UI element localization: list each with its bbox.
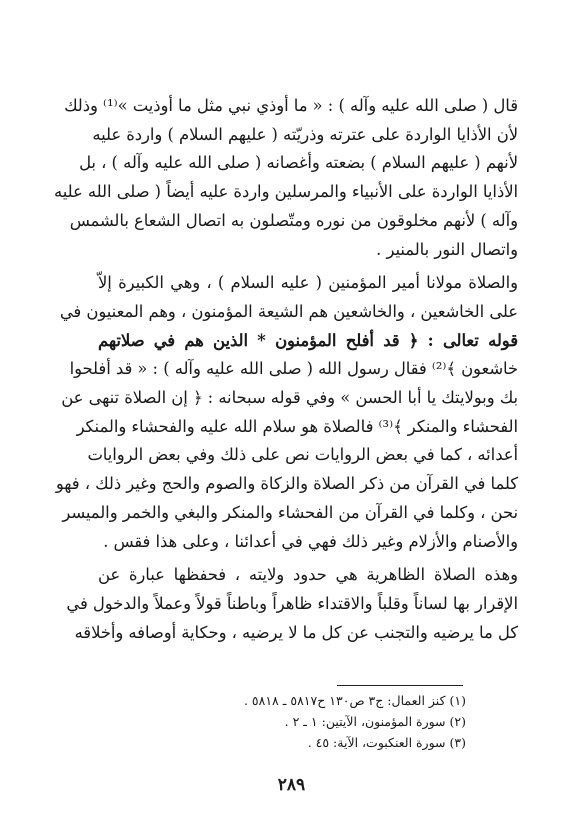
text-line: الفحشاء والمنكر ﴾⁽³⁾ فالصلاة هو سلام الله عليه والفحشاء والمنكر bbox=[76, 416, 518, 436]
footnote-2: (٢) سورة المؤمنون، الآيتين: ١ ـ ٢ . bbox=[284, 714, 466, 729]
text-line: بك وبولايتك يا أبا الحسن » وفي قوله سبحانه : ﴿ إن الصلاة تنهى عن bbox=[61, 388, 518, 408]
text-line: أعدائه ، كما في بعض الروايات نص على ذلك وفي بعض الروايات bbox=[87, 445, 518, 465]
footnotes bbox=[150, 690, 466, 753]
paragraph-3 bbox=[66, 561, 518, 647]
page-number: ٢٨٩ bbox=[277, 775, 306, 795]
text-line: خاشعون ﴾⁽²⁾ فقال رسول الله ( صلى الله عليه وآله ) : « قد أفلحوا bbox=[69, 359, 518, 379]
text-line: والصلاة مولانا أمير المؤمنين ( عليه السلام ) ، وهي الكبيرة إلاّ bbox=[98, 273, 518, 293]
text-line: قال ( صلى الله عليه وآله ) : « ما أوذي نبي مثل ما أوذيت »⁽¹⁾ وذلك bbox=[64, 96, 518, 115]
text-line: لأن الأذايا الواردة على عترته وذريّته ( عليهم السلام ) واردة عليه bbox=[92, 124, 518, 144]
paragraph-1 bbox=[54, 92, 518, 264]
text-line: نحن ، وكلما في القرآن من الفحشاء والمنكر والبغي والخمر والميسر bbox=[62, 502, 518, 522]
text-line: واتصال النور بالمنير . bbox=[376, 239, 518, 259]
text-line: وهذه الصلاة الظاهرية هي حدود ولايته ، فحفظها عبارة عن bbox=[98, 565, 518, 585]
text-line: كلما في القرآن من ذكر الصلاة والزكاة والصوم والحج وغير ذلك ، فهو bbox=[55, 474, 518, 494]
text-line: كل ما يرضيه والتجنب عن كل ما لا يرضيه ، وحكاية أوصافه وأخلاقه bbox=[74, 622, 518, 642]
footnote-3: (٣) سورة العنكبوت، الآية: ٤٥ . bbox=[307, 735, 466, 750]
text-line: وآله ) لأنهم مخلوقون من نوره ومتّصلون به اتصال الشعاع بالشمس bbox=[69, 210, 518, 230]
main-text bbox=[54, 92, 518, 649]
footnote-1: (١) كنز العمال: ج٣ ص١٣٠ ح٥٨١٧ ـ ٥٨١٨ . bbox=[243, 693, 466, 708]
paragraph-2 bbox=[55, 269, 518, 556]
footnote-divider bbox=[337, 685, 463, 686]
text-line: على الخاشعين ، والخاشعين هم الشيعة المؤمنون ، وهم المعنيون في bbox=[59, 301, 518, 321]
text-line: والأصنام والأزلام وغير ذلك فهي في أعدائنا ، وعلى هذا فقس . bbox=[103, 531, 518, 551]
quran-line: قوله تعالى : ﴿ قد أفلح المؤمنون * الذين هم في صلاتهم bbox=[98, 330, 518, 350]
text-line: الإقرار بها لساناً وقلباً والاقتداء ظاهراً وباطناً قولاً وعملاً والدخول في bbox=[66, 593, 518, 613]
text-line: لأنهم ( عليهم السلام ) بضعته وأغصانه ( صلى الله عليه وآله ) ، بل bbox=[79, 153, 518, 173]
text-line: الأذايا الواردة على الأنبياء والمرسلين واردة عليه أيضاً ( صلى الله عليه bbox=[54, 182, 518, 202]
